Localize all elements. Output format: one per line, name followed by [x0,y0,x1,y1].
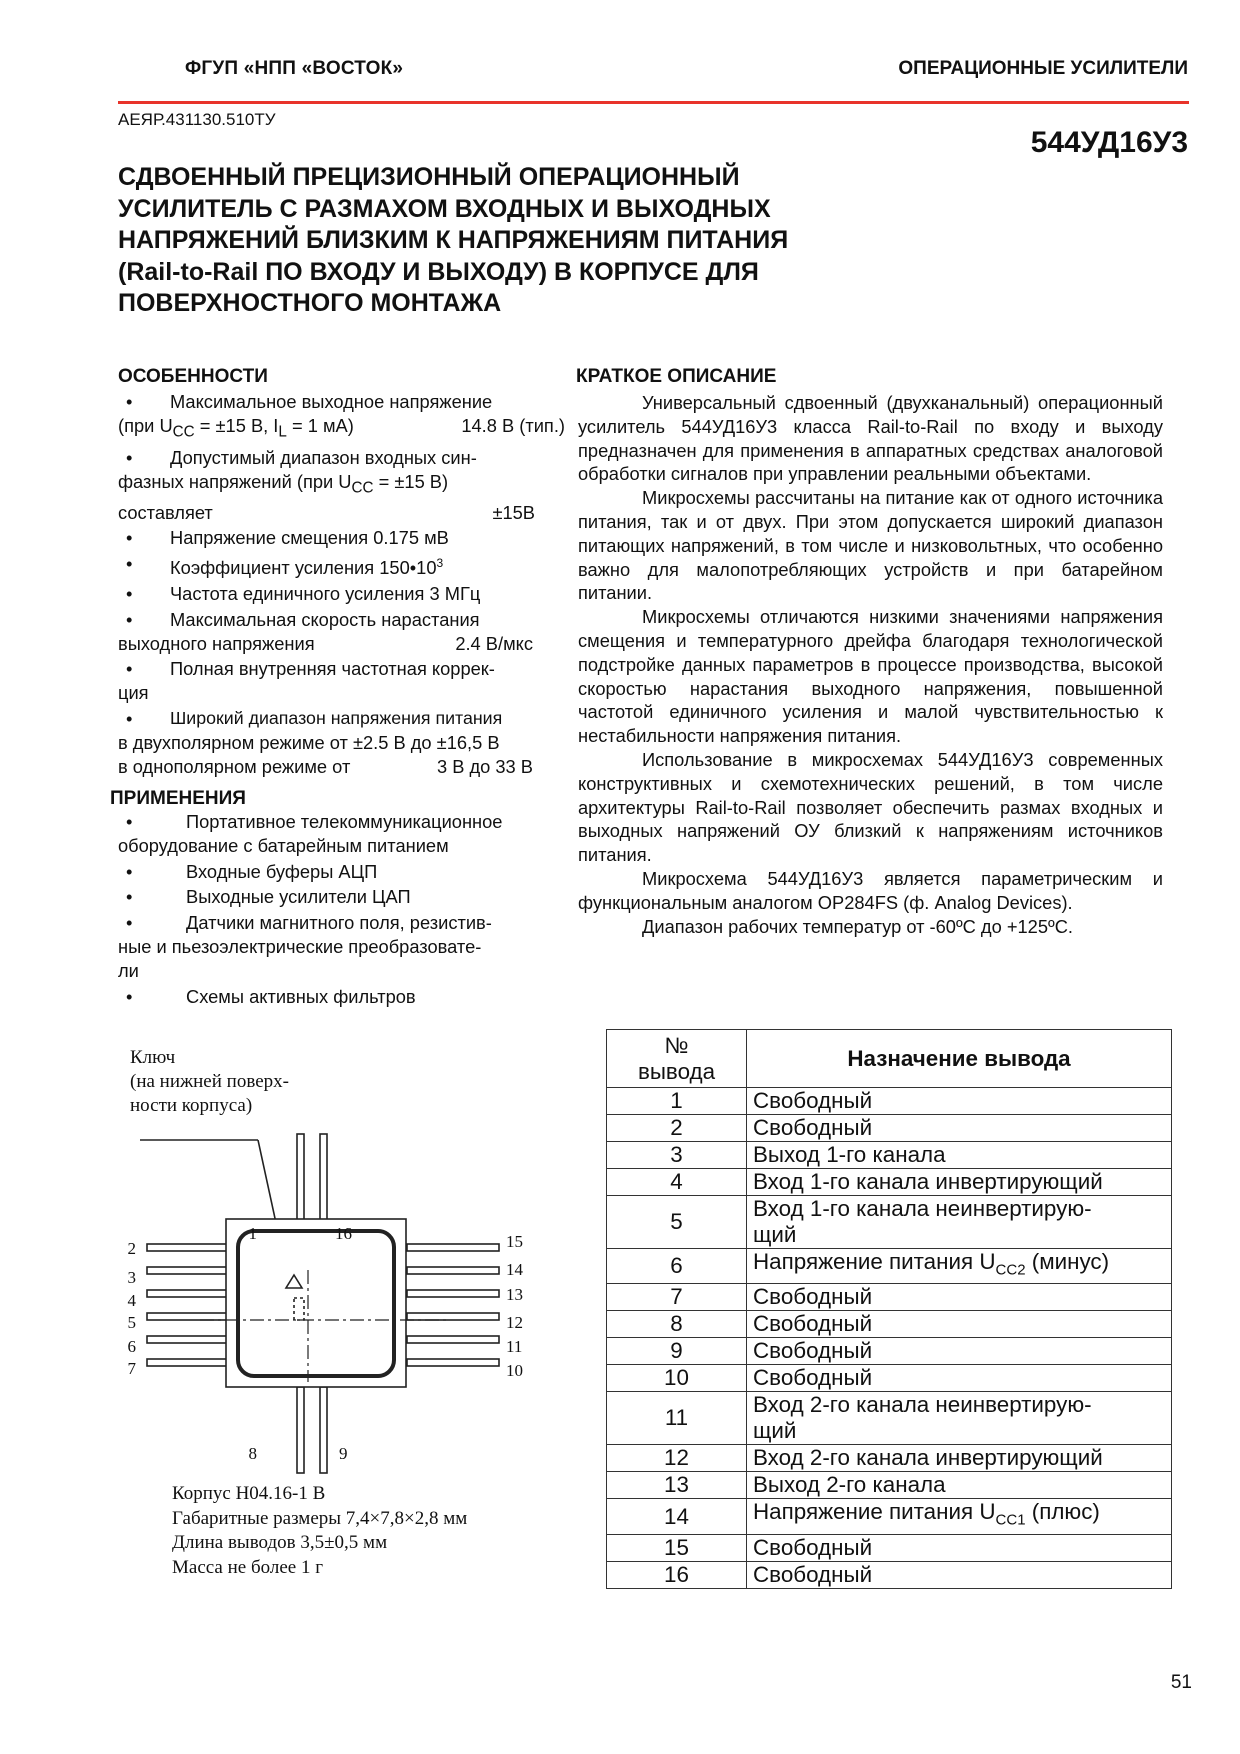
key-label: Ключ (на нижней поверх- ности корпуса) [130,1047,289,1116]
lead-right [407,1336,499,1343]
title-line: ПОВЕРХНОСТНОГО МОНТАЖА [118,289,502,317]
table-row: 9 Свободный [607,1338,1172,1365]
pin-label: 13 [506,1285,523,1304]
bullet-icon: • [126,985,133,1007]
pin-label: 2 [127,1239,136,1258]
page-number: 51 [1170,1672,1192,1693]
pin-label: 4 [127,1291,136,1310]
document-title [118,162,918,320]
pin-label: 8 [248,1444,257,1463]
bullet-icon: • [126,707,133,729]
package-lid [238,1231,394,1376]
lead-right [407,1359,499,1366]
paragraph: Универсальный сдвоенный (двухканальный) операционный усилитель 544УД16У3 класса Rail-to-Rail по входу и выходу предназначен для применения в аппаратных средствах аналоговой обработки сигналов при управлении реальными объектами. [578,392,1163,485]
bullet-icon: • [126,391,133,412]
table-row: 5 Вход 1-го канала неинвертирую- щий [607,1196,1172,1249]
paragraph: Микросхема 544УД16У3 является параметрическим и функциональным аналогом OP284FS (ф. Analog Devices). [578,867,1163,913]
package-drawing [120,1120,540,1475]
list-item: • Входные буферы АЦП [126,860,378,882]
paragraph: Микросхемы отличаются низкими значениями напряжения смещения и температурного дрейфа благодаря технологической подстройке данных параметров в процессе производства, высокой скоростью нарастания выходного напряжения, повышенной частотой единичного усиления и малой чувствительностью к нестабильности напряжения питания. [578,606,1163,747]
table-row: 16 Свободный [607,1561,1172,1588]
table-row: 13 Выход 2-го канала [607,1472,1172,1499]
table-row: 14 Напряжение питания $U_{CC1}$ (плюс) [607,1499,1172,1534]
list-item: • Полная внутренняя частотная коррек- ция [118,658,495,704]
feature-value: ±15В [492,501,535,523]
list-item: • Датчики магнитного поля, резистив- ные и пьезоэлектрические преобразовате- ли [118,912,492,981]
pin-label: 9 [339,1444,348,1463]
list-item: • Портативное телекоммуникационное оборудование с батарейным питанием [118,811,503,856]
list-item: • Максимальная скорость нарастания выходного напряжения 2.4 В/мкс [118,608,533,654]
bullet-icon: • [126,860,133,882]
list-item: • Широкий диапазон напряжения питания в двухполярном режиме от ±2.5 В до ±16,5 В в однополярном режиме от 3 В до 33 В [118,707,533,777]
table-row: 15 Свободный [607,1534,1172,1561]
table-row: 10 Свободный [607,1365,1172,1392]
column-header-function: Назначение вывода [747,1030,1172,1088]
table-row: 4 Вход 1-го канала инвертирующий [607,1169,1172,1196]
lead-right [407,1290,499,1297]
pin-label: 1 [248,1224,257,1243]
bullet-icon: • [126,811,133,832]
column-header-pin: № вывода [607,1030,747,1088]
pin-label: 5 [127,1313,136,1332]
part-number: 544УД16У3 [1030,126,1188,159]
list-item: • Максимальное выходное напряжение (при $U_{CC} = \pm 15$ В, $I_L = 1$ мА) 14.8 В (тип.) [118,390,565,444]
feature-value: 0.175 мВ [373,527,449,549]
pin-label: 6 [127,1337,136,1356]
table-row: 6 Напряжение питания $U_{CC2}$ (минус) [607,1249,1172,1284]
section-category: ОПЕРАЦИОННЫЕ УСИЛИТЕЛИ [898,58,1188,79]
list-item: • Допустимый диапазон входных син- фазных напряжений (при $U_{CC} = \pm 15$ В) составляет ±15В [118,447,535,523]
table-row: 2 Свободный [607,1115,1172,1142]
pin-label: 3 [127,1268,136,1287]
bullet-icon: • [126,658,133,680]
table-row: 7 Свободный [607,1284,1172,1311]
title-line: СДВОЕННЫЙ ПРЕЦИЗИОННЫЙ ОПЕРАЦИОННЫЙ [118,163,740,191]
title-line: УСИЛИТЕЛЬ С РАЗМАХОМ ВХОДНЫХ И ВЫХОДНЫХ [118,194,771,223]
lead-right [407,1244,499,1251]
feature-value: $150•10^3$ [379,556,444,579]
description-heading: КРАТКОЕ ОПИСАНИЕ [576,366,777,387]
applications-heading: ПРИМЕНЕНИЯ [110,788,246,809]
table-row: 1 Свободный [607,1088,1172,1115]
title-line: (Rail-to-Rail ПО ВХОДУ И ВЫХОДУ) В КОРПУСЕ ДЛЯ [118,257,759,286]
bullet-icon: • [126,886,133,908]
pin-label: 14 [506,1260,523,1279]
description-text [578,391,1163,938]
list-item: • Напряжение смещения 0.175 мВ [126,527,449,549]
bullet-icon: • [126,553,133,575]
paragraph: Микросхемы рассчитаны на питание как от одного источника питания, так и от двух. При этом допускается широкий диапазон питающих напряжений, в том числе и низковольтных, что особенно важно для малопотребляющих устройств и при батарейном питании. [578,487,1163,604]
table-row: 11 Вход 2-го канала неинвертирую- щий [607,1392,1172,1445]
lead-bottom-9 [320,1387,327,1473]
table-row: 8 Свободный [607,1311,1172,1338]
lead-top-16 [320,1134,327,1220]
document-code: АЕЯР.431130.510ТУ [118,110,276,129]
pin-table [606,1029,1172,1589]
paragraph: Диапазон рабочих температур от -60ºС до +125ºС. [642,915,1073,937]
org-name: ФГУП «НПП «ВОСТОК» [185,58,404,79]
bullet-icon: • [126,582,133,604]
table-row: 3 Выход 1-го канала [607,1142,1172,1169]
features-list [118,390,565,780]
bullet-icon: • [126,447,133,469]
pin-label: 11 [506,1337,523,1356]
list-item: • Коэффициент усиления $150•10^3$ [126,553,444,579]
bullet-icon: • [126,608,133,630]
pin-label: 10 [506,1361,523,1380]
paragraph: Использование в микросхемах 544УД16У3 современных конструктивных и схемотехнических решений, в том числе архитектуры Rail-to-Rail позволяет обеспечить размах входных и выходных напряжений ОУ близкий к напряжениям источников питания. [578,748,1163,866]
lead-top-1 [297,1134,304,1220]
list-item: • Схемы активных фильтров [126,985,416,1007]
table-header-row [607,1030,1172,1088]
bullet-icon: • [126,527,133,549]
table-row: 12 Вход 2-го канала инвертирующий [607,1445,1172,1472]
feature-value: 3 МГц [429,582,481,604]
feature-value: 2.4 В/мкс [455,632,533,654]
pin-label: 15 [506,1232,523,1251]
lead-right [407,1267,499,1274]
lead-bottom-8 [297,1387,304,1473]
pin-label: 7 [127,1359,136,1378]
feature-value: 3 В до 33 В [436,755,533,777]
pin-label: 12 [506,1313,523,1332]
bullet-icon: • [126,912,133,934]
header-rule [118,101,1189,104]
pin-label: 16 [335,1224,352,1243]
applications-list [118,810,550,1010]
package-notes: Корпус Н04.16-1 В Габаритные размеры 7,4×7,8×2,8 мм Длина выводов 3,5±0,5 мм Масса не более 1 г [172,1483,468,1578]
features-heading: ОСОБЕННОСТИ [118,366,268,387]
list-item: • Выходные усилители ЦАП [126,886,411,908]
feature-value: 14.8 В (тип.) [461,414,565,436]
list-item: • Частота единичного усиления 3 МГц [126,582,481,604]
lead-right [407,1313,499,1320]
title-line: НАПРЯЖЕНИЙ БЛИЗКИМ К НАПРЯЖЕНИЯМ ПИТАНИЯ [118,226,789,254]
